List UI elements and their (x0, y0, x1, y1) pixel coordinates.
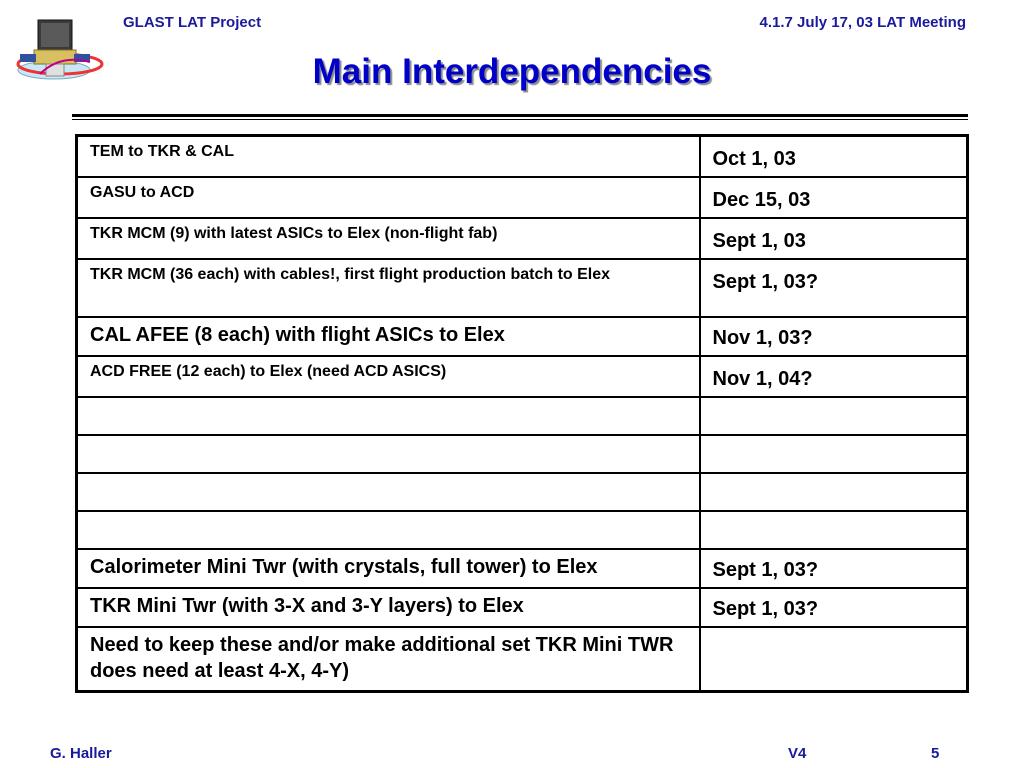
item-cell: TEM to TKR & CAL (77, 136, 700, 178)
date-cell: Nov 1, 03? (700, 317, 968, 356)
footer-page-number: 5 (931, 745, 940, 762)
header-meeting: 4.1.7 July 17, 03 LAT Meeting (759, 14, 966, 31)
table-row (77, 259, 968, 317)
table-row (77, 356, 968, 397)
table-row (77, 549, 968, 588)
item-cell: ACD FREE (12 each) to Elex (need ACD ASICS) (77, 356, 700, 397)
date-cell: Nov 1, 04? (700, 356, 968, 397)
title-divider-thin (72, 119, 968, 120)
date-cell: Sept 1, 03? (700, 259, 968, 317)
date-cell (700, 435, 968, 473)
item-cell (77, 435, 700, 473)
table-row (77, 218, 968, 259)
table-row (77, 397, 968, 435)
table-row (77, 177, 968, 218)
table-row (77, 317, 968, 356)
table-row (77, 588, 968, 627)
date-cell: Sept 1, 03? (700, 588, 968, 627)
item-cell (77, 473, 700, 511)
table-row (77, 136, 968, 178)
item-cell (77, 397, 700, 435)
item-cell: GASU to ACD (77, 177, 700, 218)
item-cell: TKR Mini Twr (with 3-X and 3-Y layers) to Elex (77, 588, 700, 627)
item-cell: CAL AFEE (8 each) with flight ASICs to Elex (77, 317, 700, 356)
footer-author: G. Haller (50, 745, 112, 762)
header-project: GLAST LAT Project (123, 14, 262, 31)
date-cell (700, 627, 968, 691)
date-cell (700, 397, 968, 435)
date-cell: Oct 1, 03 (700, 136, 968, 178)
table-row (77, 473, 968, 511)
item-cell: Calorimeter Mini Twr (with crystals, full tower) to Elex (77, 549, 700, 588)
date-cell (700, 511, 968, 549)
interdependencies-table (75, 134, 969, 693)
date-cell: Sept 1, 03 (700, 218, 968, 259)
table-row (77, 511, 968, 549)
item-cell: TKR MCM (36 each) with cables!, first flight production batch to Elex (77, 259, 700, 317)
item-cell: Need to keep these and/or make additional set TKR Mini TWR does need at least 4-X, 4-Y) (77, 627, 700, 691)
date-cell: Sept 1, 03? (700, 549, 968, 588)
date-cell (700, 473, 968, 511)
item-cell: TKR MCM (9) with latest ASICs to Elex (non-flight fab) (77, 218, 700, 259)
table-row (77, 435, 968, 473)
page-title: Main Interdependencies (312, 52, 712, 91)
title-divider-thick (72, 114, 968, 117)
footer-version: V4 (788, 745, 807, 762)
date-cell: Dec 15, 03 (700, 177, 968, 218)
item-cell (77, 511, 700, 549)
table-row (77, 627, 968, 691)
